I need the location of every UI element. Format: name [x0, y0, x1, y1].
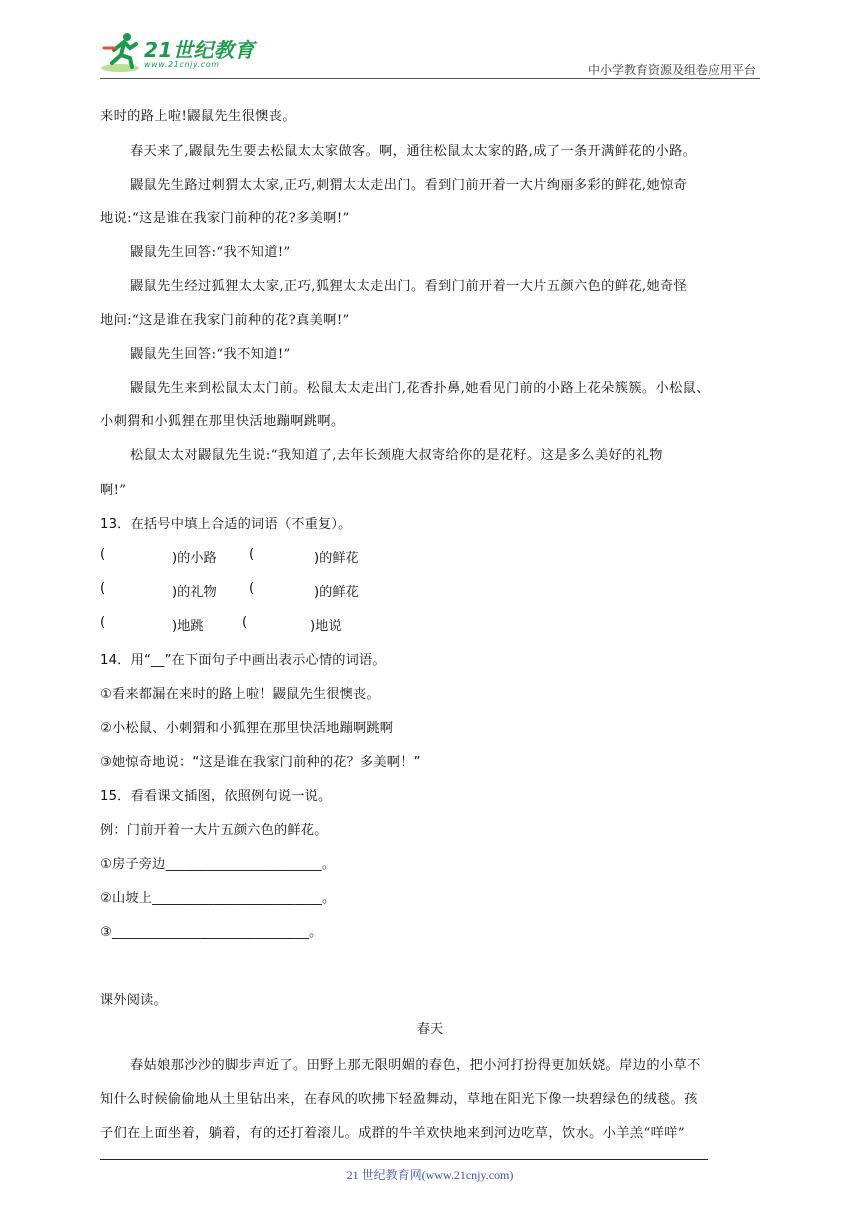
story-line: 鼹鼠先生回答:“我不知道!”	[130, 347, 291, 362]
question-15-item: ②山坡上_________________________。	[100, 891, 336, 906]
story-line: 地问:“这是谁在我家门前种的花?真美啊!”	[100, 313, 350, 328]
fill-in-row	[100, 547, 500, 567]
blank-suffix: )地跳	[172, 619, 204, 634]
question-14-item: ①看来都漏在来时的路上啦！鼹鼠先生很懊丧。	[100, 687, 380, 702]
open-paren: (	[249, 547, 255, 562]
story-line: 来时的路上啦!鼹鼠先生很懊丧。	[100, 109, 296, 124]
question-14-prompt: 14．用“__”在下面句子中画出表示心情的词语。	[100, 653, 386, 668]
blank-suffix: )的鲜花	[314, 551, 359, 566]
story-line: 松鼠太太对鼹鼠先生说:“我知道了,去年长颈鹿大叔寄给你的是花籽。这是多么美好的礼物	[130, 448, 663, 463]
header-platform-text: 中小学教育资源及组卷应用平台	[587, 63, 756, 77]
story-line: 地说:“这是谁在我家门前种的花?多美啊!”	[100, 211, 350, 226]
reading-title: 春天	[416, 1022, 444, 1037]
blank-suffix: )的鲜花	[314, 585, 359, 600]
reading-line: 知什么时候偷偷地从土里钻出来，在春风的吹拂下轻盈舞动，草地在阳光下像一块碧绿色的绒毯。孩	[100, 1092, 698, 1107]
runner-logo-icon	[100, 30, 144, 74]
question-13-prompt: 13．在括号中填上合适的词语（不重复）。	[100, 517, 352, 532]
blank-suffix: )地说	[310, 619, 342, 634]
story-line: 啊!”	[100, 483, 127, 498]
story-line: 鼹鼠先生来到松鼠太太门前。松鼠太太走出门,花香扑鼻,她看见门前的小路上花朵簇簇。小松鼠、	[130, 381, 710, 396]
site-logo	[100, 30, 260, 78]
open-paren: (	[249, 581, 255, 596]
open-paren: (	[100, 615, 106, 630]
open-paren: (	[100, 547, 106, 562]
fill-in-row	[100, 615, 500, 635]
question-14-item: ③她惊奇地说：“这是谁在我家门前种的花？多美啊！”	[100, 755, 421, 770]
header-divider	[100, 78, 760, 79]
story-line: 鼹鼠先生回答:“我不知道!”	[130, 245, 291, 260]
footer-divider	[100, 1159, 708, 1160]
open-paren: (	[242, 615, 248, 630]
story-line: 春天来了,鼹鼠先生要去松鼠太太家做客。啊，通往松鼠太太家的路,成了一条开满鲜花的小路。	[130, 144, 697, 159]
story-line: 鼹鼠先生路过刺猬太太家,正巧,刺猬太太走出门。看到门前开着一大片绚丽多彩的鲜花,她惊奇	[130, 178, 688, 193]
logo-url: www.21cnjy.com	[144, 60, 220, 69]
question-15-item: ①房子旁边_______________________。	[100, 857, 336, 872]
reading-line: 子们在上面坐着，躺着，有的还打着滚儿。成群的牛羊欢快地来到河边吃草，饮水。小羊羔“咩咩”	[100, 1126, 685, 1141]
section-heading: 课外阅读。	[100, 993, 167, 1008]
blank-suffix: )的礼物	[172, 585, 217, 600]
blank-suffix: )的小路	[172, 551, 217, 566]
footer-link[interactable]: 21 世纪教育网(www.21cnjy.com)	[346, 1168, 514, 1182]
question-15-example: 例：门前开着一大片五颜六色的鲜花。	[100, 823, 328, 838]
question-15-item: ③_____________________________。	[100, 925, 323, 940]
page-header	[100, 30, 760, 80]
story-line: 鼹鼠先生经过狐狸太太家,正巧,狐狸太太走出门。看到门前开着一大片五颜六色的鲜花,她奇怪	[130, 279, 688, 294]
logo-text: 21世纪教育	[144, 38, 255, 62]
story-line: 小刺猬和小狐狸在那里快活地蹦啊跳啊。	[100, 414, 345, 429]
question-15-prompt: 15．看看课文插图，依照例句说一说。	[100, 789, 332, 804]
reading-line: 春姑娘那沙沙的脚步声近了。田野上那无限明媚的春色，把小河打扮得更加妖娆。岸边的小草不	[130, 1058, 701, 1073]
question-14-item: ②小松鼠、小刺猬和小狐狸在那里快活地蹦啊跳啊	[100, 721, 394, 736]
fill-in-row	[100, 581, 500, 601]
open-paren: (	[100, 581, 106, 596]
